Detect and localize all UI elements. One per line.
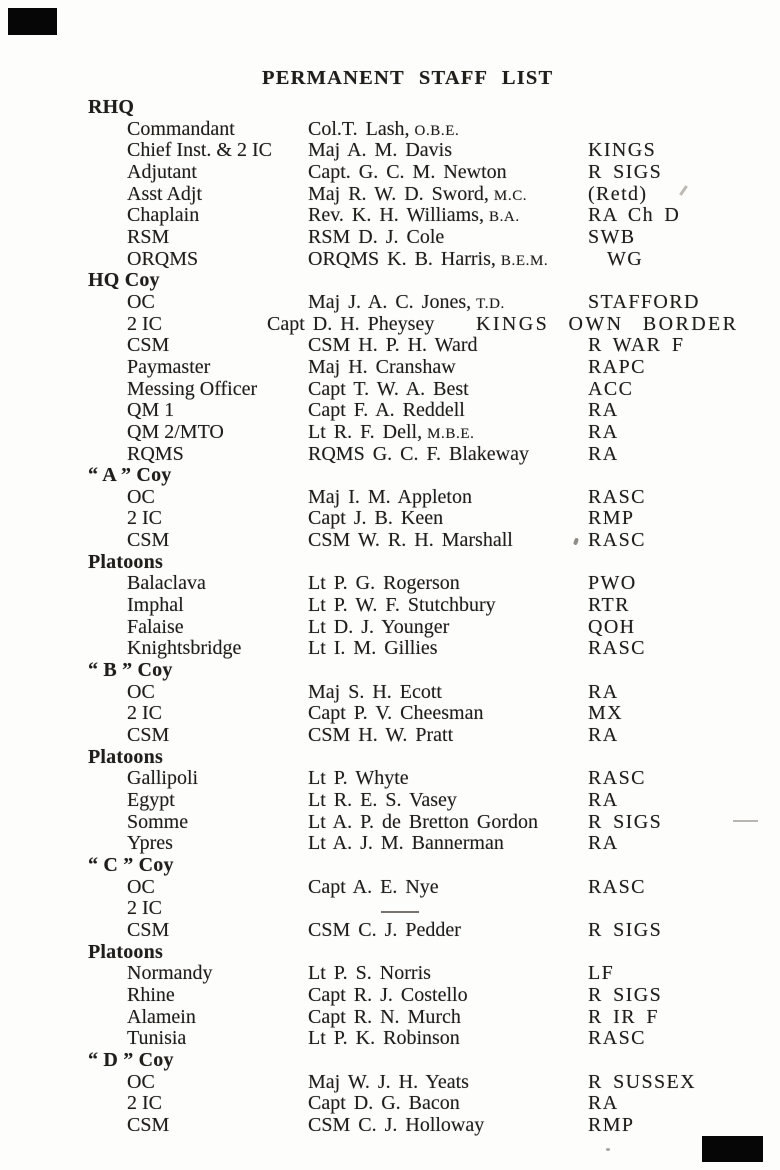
officer-name: Maj S. H. Ecott xyxy=(308,680,442,703)
officer-name: Lt P. Whyte xyxy=(308,767,409,790)
officer-name: Capt T. W. A. Best xyxy=(308,377,469,400)
staff-row xyxy=(0,877,780,899)
staff-row xyxy=(0,119,780,141)
unit-cell: RA xyxy=(588,832,619,855)
staff-row xyxy=(0,162,780,184)
officer-name: Lt P. G. Rogerson xyxy=(308,572,460,595)
unit-cell: RMP xyxy=(588,1113,635,1136)
staff-row xyxy=(0,292,780,314)
role-cell: CSM xyxy=(127,1113,170,1136)
name-cell xyxy=(308,725,453,749)
officer-name: Maj J. A. C. Jones, xyxy=(308,290,472,313)
staff-row xyxy=(0,422,780,444)
unit-cell: LF xyxy=(588,962,615,985)
role-cell: 2 IC xyxy=(127,312,162,335)
honours: M.C. xyxy=(493,187,528,204)
role-cell: Ypres xyxy=(127,832,173,855)
staff-row xyxy=(0,1072,780,1094)
section-heading: Platoons xyxy=(88,550,163,573)
officer-name: RSM D. J. Cole xyxy=(308,225,445,248)
role-cell: 2 IC xyxy=(127,1092,162,1115)
unit-cell: RAPC xyxy=(588,355,646,378)
section-heading: HQ Coy xyxy=(88,269,160,292)
staff-row xyxy=(0,812,780,834)
staff-row xyxy=(0,140,780,162)
staff-row xyxy=(0,638,780,660)
honours: O.B.E. xyxy=(414,122,460,139)
staff-row xyxy=(0,898,780,920)
staff-row xyxy=(0,573,780,595)
staff-row xyxy=(0,314,780,336)
role-cell: Normandy xyxy=(127,962,213,985)
role-cell: Chief Inst. & 2 IC xyxy=(127,139,272,162)
officer-name: Maj A. M. Davis xyxy=(308,139,452,162)
officer-name: Capt D. H. Pheysey xyxy=(267,312,435,335)
role-cell: Falaise xyxy=(127,615,184,638)
officer-name: ORQMS K. B. Harris, xyxy=(308,247,496,270)
officer-name: Lt A. J. M. Bannerman xyxy=(308,832,504,855)
officer-name: Lt P. S. Norris xyxy=(308,962,431,985)
role-cell: Knightsbridge xyxy=(127,637,242,660)
role-cell: RQMS xyxy=(127,442,184,465)
officer-name: CSM C. J. Pedder xyxy=(308,918,461,941)
staff-row xyxy=(0,357,780,379)
staff-row xyxy=(0,790,780,812)
role-cell: OC xyxy=(127,1070,155,1093)
name-cell xyxy=(308,1115,484,1139)
name-cell xyxy=(308,444,529,468)
officer-name: Capt F. A. Reddell xyxy=(308,399,465,422)
unit-cell: R WAR F xyxy=(588,334,685,357)
role-cell: Gallipoli xyxy=(127,767,199,790)
unit-cell: RA xyxy=(588,420,619,443)
staff-row xyxy=(0,963,780,985)
officer-name: Maj R. W. D. Sword, xyxy=(308,182,489,205)
unit-cell: STAFFORD xyxy=(588,290,700,313)
unit-cell: MX xyxy=(588,702,624,725)
staff-row xyxy=(0,703,780,725)
name-cell xyxy=(308,530,513,554)
name-cell xyxy=(308,638,438,662)
honours: M.B.E. xyxy=(427,425,475,442)
staff-row xyxy=(0,184,780,206)
officer-name: Lt R. E. S. Vasey xyxy=(308,789,457,811)
unit-cell: RASC xyxy=(588,529,646,552)
role-cell: OC xyxy=(127,485,155,508)
unit-cell: RASC xyxy=(588,485,646,508)
officer-name: Col.T. Lash, xyxy=(308,117,410,140)
honours: T.D. xyxy=(476,295,505,312)
unit-cell: RASC xyxy=(588,875,646,898)
officer-name: Lt D. J. Younger xyxy=(308,615,450,638)
staff-row xyxy=(0,508,780,530)
unit-cell: QOH xyxy=(588,615,636,638)
unit-cell: RASC xyxy=(588,1027,646,1050)
role-cell: 2 IC xyxy=(127,507,162,530)
staff-row xyxy=(0,985,780,1007)
section-heading: Platoons xyxy=(88,940,163,963)
officer-name: Capt J. B. Keen xyxy=(308,507,444,530)
staff-row xyxy=(0,725,780,747)
role-cell: Somme xyxy=(127,810,189,833)
staff-row xyxy=(0,249,780,271)
role-cell: Adjutant xyxy=(127,160,197,183)
role-cell: Egypt xyxy=(127,789,175,811)
name-cell xyxy=(308,249,548,273)
role-cell: 2 IC xyxy=(127,897,162,920)
unit-cell: R SIGS xyxy=(588,160,663,183)
role-cell: 2 IC xyxy=(127,702,162,725)
officer-name: Capt R. N. Murch xyxy=(308,1005,461,1028)
staff-row xyxy=(0,1007,780,1029)
officer-name: Lt R. F. Dell, xyxy=(308,420,423,443)
staff-list xyxy=(0,97,780,1137)
unit-cell: R SUSSEX xyxy=(588,1070,697,1093)
officer-name: CSM W. R. H. Marshall xyxy=(308,529,513,552)
section-heading: “ B ” Coy xyxy=(88,659,173,682)
role-cell: Commandant xyxy=(127,117,235,140)
vacant-dash xyxy=(381,898,419,913)
unit-cell: KINGS xyxy=(588,139,657,162)
staff-row xyxy=(0,227,780,249)
section-heading: Platoons xyxy=(88,745,163,768)
role-cell: OC xyxy=(127,290,155,313)
officer-name: CSM C. J. Holloway xyxy=(308,1113,485,1136)
unit-cell: RA xyxy=(588,680,619,703)
unit-cell: RA xyxy=(588,789,619,811)
officer-name: Capt P. V. Cheesman xyxy=(308,702,484,725)
staff-row xyxy=(0,335,780,357)
role-cell: Asst Adjt xyxy=(127,182,203,205)
unit-cell: R SIGS xyxy=(588,810,663,833)
unit-cell: R SIGS xyxy=(588,983,663,1006)
staff-row xyxy=(0,379,780,401)
staff-row xyxy=(0,768,780,790)
unit-cell: RTR xyxy=(588,594,630,617)
role-cell: QM 1 xyxy=(127,399,175,422)
role-cell: RSM xyxy=(127,225,170,248)
honours: B.A. xyxy=(488,209,520,226)
unit-cell: R IR F xyxy=(588,1005,659,1028)
role-cell: CSM xyxy=(127,334,170,357)
honours: B.E.M. xyxy=(500,252,549,269)
section-heading: “ D ” Coy xyxy=(88,1048,174,1071)
role-cell: Chaplain xyxy=(127,204,200,227)
officer-name: CSM H. W. Pratt xyxy=(308,724,454,747)
name-cell xyxy=(308,833,504,857)
unit-cell: PWO xyxy=(588,572,637,595)
staff-row xyxy=(0,1028,780,1050)
officer-name: Maj I. M. Appleton xyxy=(308,485,472,508)
scan-mark-top-left xyxy=(8,8,57,35)
staff-row xyxy=(0,833,780,855)
page-title: PERMANENT STAFF LIST xyxy=(262,67,554,89)
staff-row xyxy=(0,617,780,639)
officer-name: RQMS G. C. F. Blakeway xyxy=(308,442,529,465)
officer-name: Lt A. P. de Bretton Gordon xyxy=(308,810,538,833)
role-cell: OC xyxy=(127,875,155,898)
staff-row xyxy=(0,1093,780,1115)
staff-row xyxy=(0,595,780,617)
staff-row xyxy=(0,444,780,466)
officer-name: Maj W. J. H. Yeats xyxy=(308,1070,469,1093)
staff-row xyxy=(0,205,780,227)
role-cell: Alamein xyxy=(127,1005,196,1028)
unit-cell: SWB xyxy=(588,225,636,248)
section-heading: RHQ xyxy=(88,96,135,118)
staff-row xyxy=(0,487,780,509)
unit-cell: RMP xyxy=(588,507,635,530)
name-cell xyxy=(308,920,461,944)
officer-name: Capt A. E. Nye xyxy=(308,875,439,898)
officer-name: Lt P. W. F. Stutchbury xyxy=(308,594,496,617)
unit-cell: RA xyxy=(588,442,619,465)
officer-name: Lt I. M. Gillies xyxy=(308,637,438,660)
unit-cell: (Retd) xyxy=(588,182,648,205)
staff-row xyxy=(0,920,780,942)
unit-cell: WG xyxy=(607,247,644,270)
unit-cell: ACC xyxy=(588,377,634,400)
section-heading: “ A ” Coy xyxy=(88,464,172,487)
staff-row xyxy=(0,530,780,552)
dash-line xyxy=(381,911,419,913)
role-cell: Rhine xyxy=(127,983,175,1006)
role-cell: CSM xyxy=(127,918,170,941)
role-cell: Messing Officer xyxy=(127,377,258,400)
unit-cell: RA xyxy=(588,724,619,747)
role-cell: Paymaster xyxy=(127,355,211,378)
unit-cell: R SIGS xyxy=(588,918,663,941)
unit-cell: RASC xyxy=(588,637,646,660)
unit-cell: RA xyxy=(588,1092,619,1115)
name-cell xyxy=(308,877,439,901)
name-cell xyxy=(308,1028,460,1052)
officer-name: Lt P. K. Robinson xyxy=(308,1027,460,1050)
role-cell: OC xyxy=(127,680,155,703)
officer-name: CSM H. P. H. Ward xyxy=(308,334,478,357)
staff-row xyxy=(0,400,780,422)
officer-name: Capt. G. C. M. Newton xyxy=(308,160,507,183)
unit-cell: RA Ch D xyxy=(588,204,681,227)
staff-row xyxy=(0,1115,780,1137)
role-cell: Imphal xyxy=(127,594,184,617)
role-cell: QM 2/MTO xyxy=(127,420,224,443)
staff-row xyxy=(0,682,780,704)
role-cell: CSM xyxy=(127,529,170,552)
unit-cell: KINGS OWN BORDER xyxy=(476,312,739,335)
scan-speck xyxy=(606,1148,610,1151)
officer-name: Capt R. J. Costello xyxy=(308,983,468,1006)
role-cell: Balaclava xyxy=(127,572,206,595)
section-heading: “ C ” Coy xyxy=(88,853,174,876)
scan-mark-bottom-right xyxy=(702,1136,763,1162)
unit-cell: RA xyxy=(588,399,619,422)
officer-name: Maj H. Cranshaw xyxy=(308,355,456,378)
role-cell: CSM xyxy=(127,724,170,747)
officer-name: Capt D. G. Bacon xyxy=(308,1092,460,1115)
role-cell: Tunisia xyxy=(127,1027,187,1050)
unit-cell: RASC xyxy=(588,767,646,790)
role-cell: ORQMS xyxy=(127,247,199,270)
officer-name: Rev. K. H. Williams, xyxy=(308,204,484,227)
